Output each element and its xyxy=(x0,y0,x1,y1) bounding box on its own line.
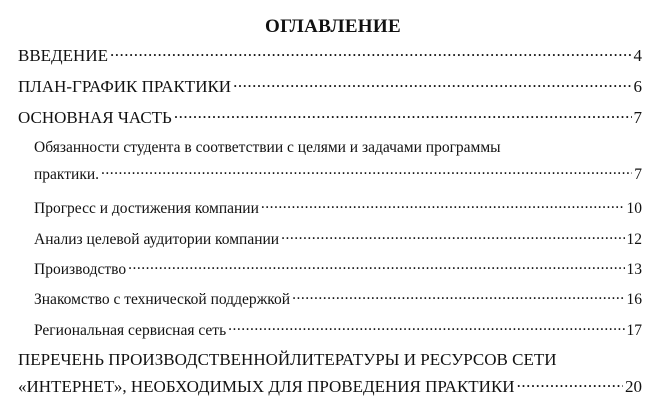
toc-page-number: 4 xyxy=(633,46,642,65)
toc-entry-progress[interactable] xyxy=(34,197,642,218)
toc-entry-introduction[interactable] xyxy=(18,44,642,66)
toc-entry-label: Знакомство с технической поддержкой xyxy=(34,290,291,308)
toc-leader-dots xyxy=(110,44,632,61)
toc-leader-dots xyxy=(101,163,632,179)
toc-page-number: 6 xyxy=(633,77,642,96)
toc-entry-label: Производство xyxy=(34,260,127,278)
toc-entry-label: ВВЕДЕНИЕ xyxy=(18,46,108,65)
toc-entry-duties[interactable] xyxy=(34,163,642,184)
toc-entry-production[interactable] xyxy=(34,258,642,279)
toc-page-number: 17 xyxy=(626,321,642,339)
toc-leader-dots xyxy=(517,375,623,392)
toc-page-number: 20 xyxy=(625,377,642,396)
toc-entry-label: «ИНТЕРНЕТ», НЕОБХОДИМЫХ ДЛЯ ПРОВЕДЕНИЯ ПРАКТИКИ xyxy=(18,377,515,396)
toc-leader-dots xyxy=(174,106,632,123)
toc-leader-dots xyxy=(281,228,624,244)
toc-entry-label: ПЛАН-ГРАФИК ПРАКТИКИ xyxy=(18,77,232,96)
toc-title: ОГЛАВЛЕНИЕ xyxy=(265,16,401,37)
toc-entry-regional-network[interactable] xyxy=(34,319,642,340)
toc-entry-main-part[interactable] xyxy=(18,106,642,128)
toc-entry-label: ОСНОВНАЯ ЧАСТЬ xyxy=(18,108,172,127)
toc-entry-label: практики. xyxy=(34,165,100,183)
toc-entry-audience-analysis[interactable] xyxy=(34,228,642,249)
toc-leader-dots xyxy=(228,319,624,335)
toc-entry-label: Анализ целевой аудитории компании xyxy=(34,230,280,248)
toc-entry-tech-support[interactable] xyxy=(34,288,642,309)
toc-page-number: 10 xyxy=(626,199,642,217)
toc-entry-literature[interactable] xyxy=(18,375,642,397)
toc-entry-plan-schedule[interactable] xyxy=(18,75,642,97)
toc-page-number: 12 xyxy=(626,230,642,248)
toc-entry-label: Региональная сервисная сеть xyxy=(34,321,227,339)
toc-entry-label: Прогресс и достижения компании xyxy=(34,199,259,217)
toc-page-number: 16 xyxy=(626,290,642,308)
toc-entry-duties-line1[interactable]: Обязанности студента в соответствии с целями и задачами программы xyxy=(34,139,501,156)
toc-page-number: 7 xyxy=(633,108,642,127)
toc-leader-dots xyxy=(233,75,631,92)
toc-leader-dots xyxy=(292,288,624,304)
toc-page-number: 13 xyxy=(626,260,642,278)
toc-leader-dots xyxy=(261,197,625,213)
toc-page-number: 7 xyxy=(634,165,642,183)
toc-leader-dots xyxy=(128,258,624,274)
toc-entry-literature-line1[interactable]: ПЕРЕЧЕНЬ ПРОИЗВОДСТВЕННОЙЛИТЕРАТУРЫ И РЕСУРСОВ СЕТИ xyxy=(18,350,557,369)
